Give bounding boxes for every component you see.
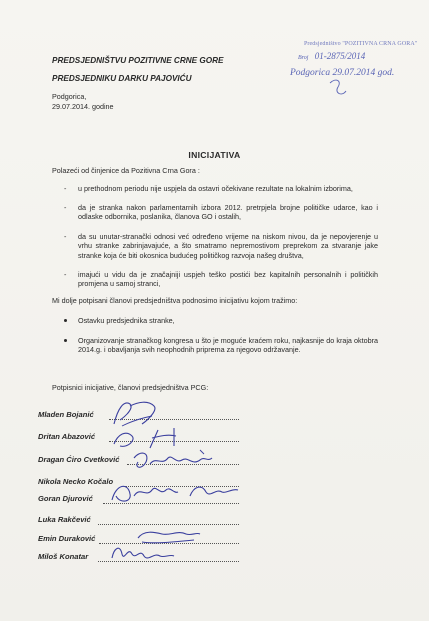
stamp-scribble (328, 77, 348, 99)
handwritten-signature (108, 540, 178, 566)
dash-marker: - (64, 203, 67, 212)
signatory-name: Luka Rakčević (38, 515, 91, 524)
signatory-name: Goran Djurović (38, 494, 93, 503)
document-title: INICIJATIVA (188, 150, 241, 160)
date: 29.07.2014. godine (52, 102, 114, 111)
signatory-name: Nikola Necko Kočalo (38, 477, 114, 486)
place: Podgorica, (52, 92, 87, 101)
handwritten-signature (106, 478, 246, 506)
list-item-text: Ostavku predsjednika stranke, (78, 316, 175, 325)
signatory-name: Dragan Ćiro Cvetković (38, 455, 120, 464)
registry-stamp (290, 41, 424, 91)
stamp-place-date: Podgorica 29.07.2014 god. (290, 68, 395, 78)
list-item-text: u prethodnom periodu nije uspjela da ostavri očekivane rezultate na lokalnim izborima, (78, 184, 353, 193)
dash-marker: - (64, 270, 67, 279)
stamp-institution: Predsjedništvo "POZITIVNA CRNA GORA" (304, 41, 418, 47)
signatory-name: Mladen Bojanić (38, 410, 94, 419)
request-intro-text: Mi dolje potpisani članovi predsjedništva podnosimo inicijativu kojom tražimo: (52, 296, 298, 305)
list-item-text: Organizovanje stranačkog kongresa u što je moguće kraćem roku, najkasnije do kraja oktobra 2014.g. i obavljanja svih neophodnih priprema za njegovo održavanje. (78, 336, 378, 355)
signatory-name: Dritan Abazović (38, 432, 96, 441)
recipient-president: PREDSJEDNIKU DARKU PAJOVIĆU (52, 74, 192, 83)
list-item-text: da su unutar-stranački odnosi već određeno vrijeme na niskom nivou, da je nepovjerenje u vrhu stranke zabrinjavajuće, a što smatramo nepremostivom preprekom za stvaranje jake stranke koja će biti okosnica budućeg političkog razvoja našeg društva, (78, 232, 378, 260)
stamp-number (298, 51, 365, 61)
signatory-name: Emin Duraković (38, 534, 96, 543)
list-item-text: da je stranka nakon parlamentarnih izbora 2012. pretrpjela brojne političke udarce, kao i odlaske odbornika, poslanika, članova GO i ostalih, (78, 203, 378, 222)
intro-text: Polazeći od činjenice da Pozitivna Crna Gora : (52, 166, 200, 175)
bullet-marker (64, 339, 67, 342)
signature-line (98, 524, 239, 525)
signatory-name: Miloš Konatar (38, 552, 89, 561)
bullet-marker (64, 319, 67, 322)
handwritten-signature (130, 448, 220, 474)
list-item-text: imajući u vidu da je značajniji uspjeh teško postići bez kapitalnih personalnih i političkih promjena u samoj stranci, (78, 270, 378, 289)
recipient-presidency: PREDSJEDNIŠTVU POZITIVNE CRNE GORE (52, 56, 224, 65)
stamp-number-value: 01-2875/2014 (314, 51, 366, 61)
stamp-number-label: Broj (298, 55, 309, 61)
dash-marker: - (64, 184, 67, 193)
dash-marker: - (64, 232, 67, 241)
signatories-heading: Potpisnici inicijative, članovi predsjedništva PCG: (52, 383, 209, 392)
